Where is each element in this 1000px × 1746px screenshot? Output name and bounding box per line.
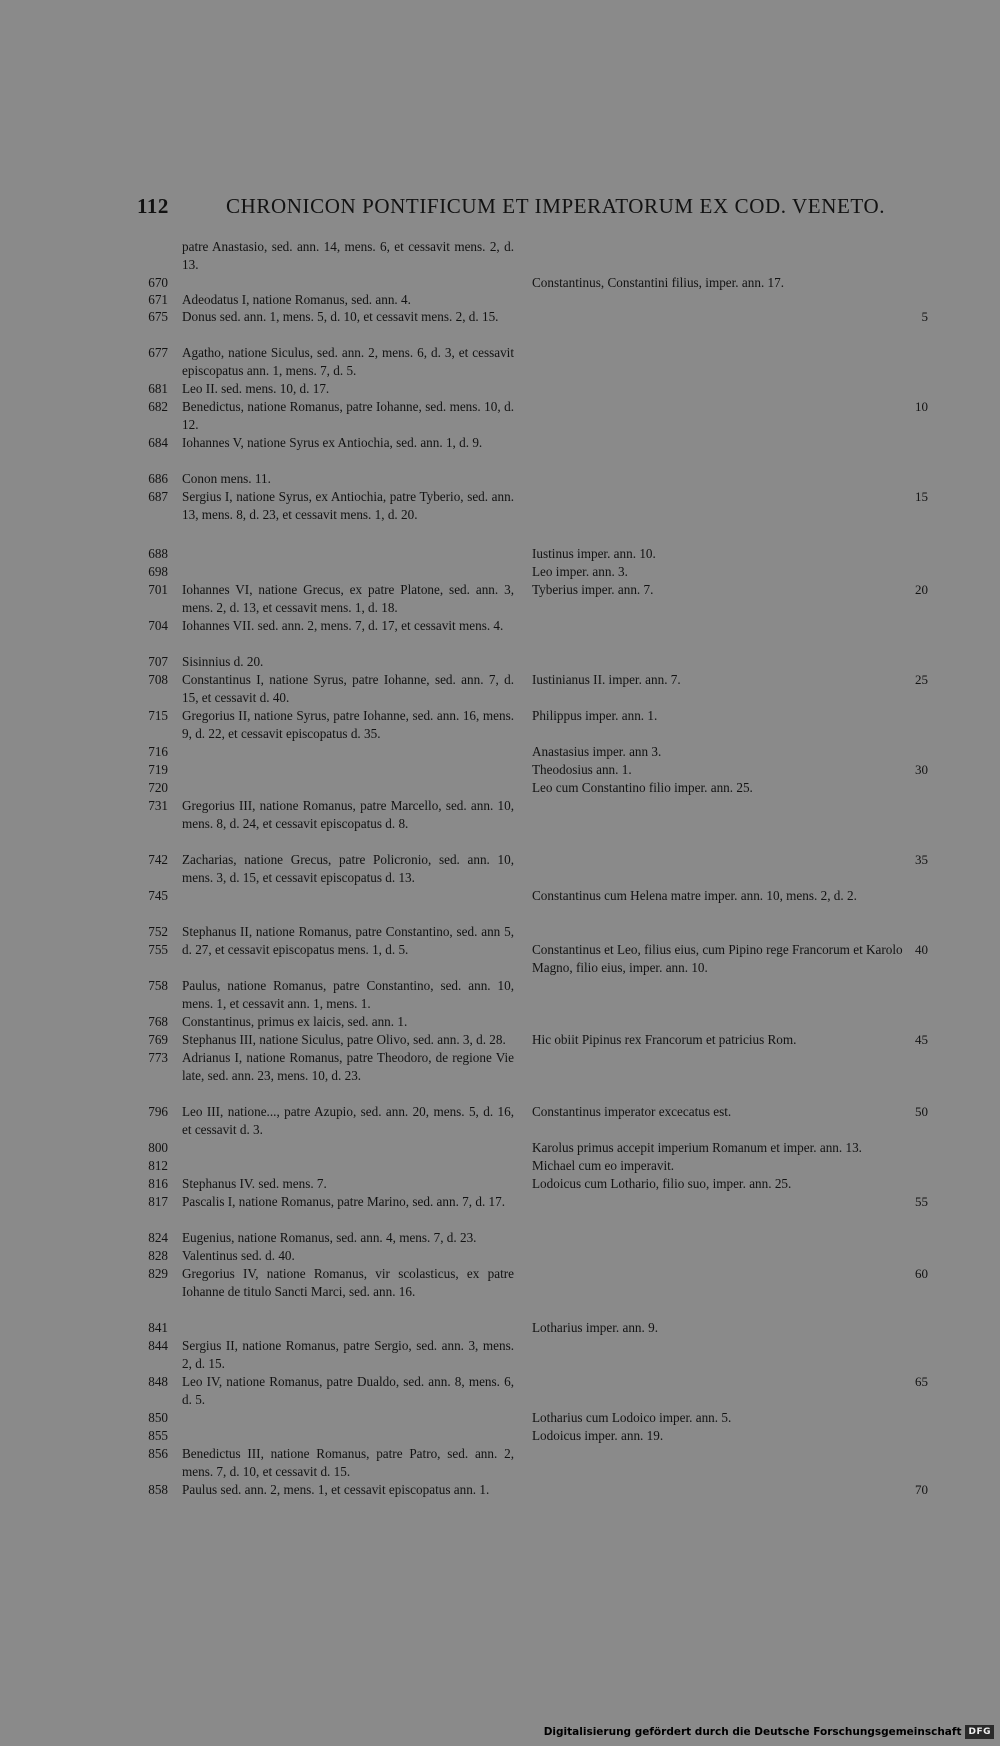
pope-entry: Stephanus IV. sed. mens. 7. [182,1176,327,1191]
page-title: CHRONICON PONTIFICUM ET IMPERATORUM EX COD. VENETO. [226,194,886,218]
line-number: 45 [915,1032,928,1047]
year-cell: 855 [148,1428,168,1443]
line-number: 55 [915,1194,928,1209]
emperor-entry: Lotharius cum Lodoico imper. ann. 5. [532,1410,732,1425]
page-number: 112 [137,194,169,218]
line-number: 40 [915,942,928,957]
pope-entry: Leo II. sed. mens. 10, d. 17. [182,381,330,396]
pope-entry: Leo IV, natione Romanus, patre Dualdo, sed. ann. 8, mens. 6, d. 5. [182,1374,514,1408]
line-number: 50 [915,1104,928,1119]
year-cell: 848 [148,1374,168,1389]
year-cell: 773 [148,1050,168,1065]
year-cell: 675 [148,309,168,324]
year-cell: 677 [148,345,168,360]
year-cell: 796 [148,1104,168,1119]
pope-entry: Donus sed. ann. 1, mens. 5, d. 10, et cessavit mens. 2, d. 15. [182,309,499,324]
emperor-entry: Lotharius imper. ann. 9. [532,1320,658,1335]
year-cell: 858 [148,1482,168,1497]
pope-entry: Adeodatus I, natione Romanus, sed. ann. 4. [182,292,411,307]
year-cell: 715 [148,708,168,723]
emperor-entry: Philippus imper. ann. 1. [532,708,658,723]
pope-entry: Eugenius, natione Romanus, sed. ann. 4, mens. 7, d. 23. [182,1230,477,1245]
line-number: 25 [915,672,928,687]
year-cell: 716 [148,744,168,759]
pope-entry: Gregorius II, natione Syrus, patre Iohanne, sed. ann. 16, mens. 9, d. 22, et cessavit episcopatus d. 35. [182,708,514,742]
line-number: 15 [915,489,928,504]
line-number: 20 [915,582,928,597]
footer-credit [544,1722,994,1742]
footer-text: Digitalisierung gefördert durch die Deutsche Forschungsgemeinschaft [543,1726,962,1738]
year-cell: 769 [148,1032,168,1047]
year-cell: 704 [148,618,168,633]
emperor-entry: Karolus primus accepit imperium Romanum et imper. ann. 13. [532,1140,862,1155]
pope-entry: Zacharias, natione Grecus, patre Policronio, sed. ann. 10, mens. 3, d. 15, et cessavit episcopatus d. 13. [182,852,514,886]
year-cell: 817 [148,1194,168,1209]
year-cell: 824 [148,1230,168,1245]
emperor-entry: Iustinianus II. imper. ann. 7. [532,672,681,687]
year-cell: 707 [148,654,168,669]
emperor-entry: Lodoicus cum Lothario, filio suo, imper. ann. 25. [532,1176,792,1191]
emperor-entry: Constantinus cum Helena matre imper. ann. 10, mens. 2, d. 2. [532,888,857,903]
year-cell: 841 [148,1320,168,1335]
year-cell: 844 [148,1338,168,1353]
pope-entry: Leo III, natione..., patre Azupio, sed. ann. 20, mens. 5, d. 16, et cessavit d. 3. [182,1104,514,1138]
year-cell: 752 [148,924,168,939]
year-cell: 720 [148,780,168,795]
emperor-entry: Michael cum eo imperavit. [532,1158,675,1173]
year-cell: 686 [148,471,168,486]
pope-entry: Iohannes VII. sed. ann. 2, mens. 7, d. 17, et cessavit mens. 4. [182,618,504,633]
year-cell: 719 [148,762,168,777]
pope-entry: Sergius I, natione Syrus, ex Antiochia, patre Tyberio, sed. ann. 13, mens. 8, d. 23, et cessavit mens. 1, d. 20. [182,489,514,523]
year-cell: 745 [148,888,168,903]
emperor-entry: Tyberius imper. ann. 7. [532,582,654,597]
year-cell: 681 [148,381,168,396]
pope-entry: Sergius II, natione Romanus, patre Sergio, sed. ann. 3, mens. 2, d. 15. [182,1338,514,1372]
year-cell: 708 [148,672,168,687]
emperor-entry: Leo imper. ann. 3. [532,564,628,579]
year-cell: 755 [148,942,168,957]
pope-entry: Benedictus III, natione Romanus, patre Patro, sed. ann. 2, mens. 7, d. 10, et cessavit d. 15. [182,1446,514,1480]
pope-entry: Gregorius III, natione Romanus, patre Marcello, sed. ann. 10, mens. 8, d. 24, et cessavit episcopatus d. 8. [182,798,514,832]
emperor-entry: Hic obiit Pipinus rex Francorum et patricius Rom. [532,1032,797,1047]
pope-entry: Stephanus III, natione Siculus, patre Olivo, sed. ann. 3, d. 28. [182,1032,506,1047]
emperor-entry: Iustinus imper. ann. 10. [532,546,656,561]
pope-entry: Valentinus sed. d. 40. [182,1248,295,1263]
year-cell: 816 [148,1176,168,1191]
pope-entry: Iohannes V, natione Syrus ex Antiochia, sed. ann. 1, d. 9. [182,435,483,450]
pope-entry: Paulus, natione Romanus, patre Constantino, sed. ann. 10, mens. 1, et cessavit ann. 1, mens. 1. [182,978,514,1012]
year-cell: 682 [148,399,168,414]
year-cell: 828 [148,1248,168,1263]
year-cell: 688 [148,546,168,561]
dfg-logo-icon: DFG [965,1725,994,1739]
pope-entry: Gregorius IV, natione Romanus, vir scolasticus, ex patre Iohanne de titulo Sancti Marci, sed. ann. 16. [182,1266,514,1300]
year-cell: 742 [148,852,168,867]
pope-entry: Sisinnius d. 20. [182,654,264,669]
line-number: 65 [915,1374,928,1389]
emperor-entry: Leo cum Constantino filio imper. ann. 25. [532,780,753,795]
emperor-entry: Lodoicus imper. ann. 19. [532,1428,664,1443]
pope-entry: patre Anastasio, sed. ann. 14, mens. 6, et cessavit mens. 2, d. 13. [182,239,514,273]
year-cell: 687 [148,489,168,504]
year-cell: 800 [148,1140,168,1155]
emperor-entry: Anastasius imper. ann 3. [532,744,662,759]
line-number: 5 [921,309,928,324]
year-cell: 812 [148,1158,168,1173]
pope-entry: Iohannes VI, natione Grecus, ex patre Platone, sed. ann. 3, mens. 2, d. 13, et cessavit mens. 1, d. 18. [182,582,514,616]
year-cell: 768 [148,1014,168,1029]
year-cell: 670 [148,275,168,290]
pope-entry: Benedictus, natione Romanus, patre Iohanne, sed. mens. 10, d. 12. [182,399,514,433]
year-cell: 698 [148,564,168,579]
year-cell: 731 [148,798,168,813]
year-cell: 684 [148,435,168,450]
pope-entry: Stephanus II, natione Romanus, patre Constantino, sed. ann 5, d. 27, et cessavit episcopatus mens. 1, d. 5. [182,924,514,958]
pope-entry: Adrianus I, natione Romanus, patre Theodoro, de regione Vie late, sed. ann. 23, mens. 10, d. 23. [182,1050,514,1084]
pope-entry: Constantinus, primus ex laicis, sed. ann. 1. [182,1014,408,1029]
pope-entry: Agatho, natione Siculus, sed. ann. 2, mens. 6, d. 3, et cessavit episcopatus ann. 1, mens. 7, d. 5. [182,345,514,379]
emperor-entry: Constantinus, Constantini filius, imper. ann. 17. [532,275,785,290]
line-number: 70 [915,1482,928,1497]
year-cell: 850 [148,1410,168,1425]
emperor-entry: Constantinus imperator excecatus est. [532,1104,732,1119]
year-cell: 856 [148,1446,168,1461]
year-cell: 671 [148,292,168,307]
emperor-entry: Theodosius ann. 1. [532,762,632,777]
line-number: 30 [915,762,928,777]
year-cell: 829 [148,1266,168,1281]
pope-entry: Conon mens. 11. [182,471,271,486]
line-number: 60 [915,1266,928,1281]
line-number: 10 [915,399,928,414]
year-cell: 758 [148,978,168,993]
line-number: 35 [915,852,928,867]
emperor-entry: Constantinus et Leo, filius eius, cum Pipino rege Francorum et Karolo Magno, filio eius, imper. ann. 10. [532,942,903,976]
year-cell: 701 [148,582,168,597]
pope-entry: Pascalis I, natione Romanus, patre Marino, sed. ann. 7, d. 17. [182,1194,506,1209]
pope-entry: Constantinus I, natione Syrus, patre Iohanne, sed. ann. 7, d. 15, et cessavit d. 40. [182,672,514,706]
pope-entry: Paulus sed. ann. 2, mens. 1, et cessavit episcopatus ann. 1. [182,1482,490,1497]
